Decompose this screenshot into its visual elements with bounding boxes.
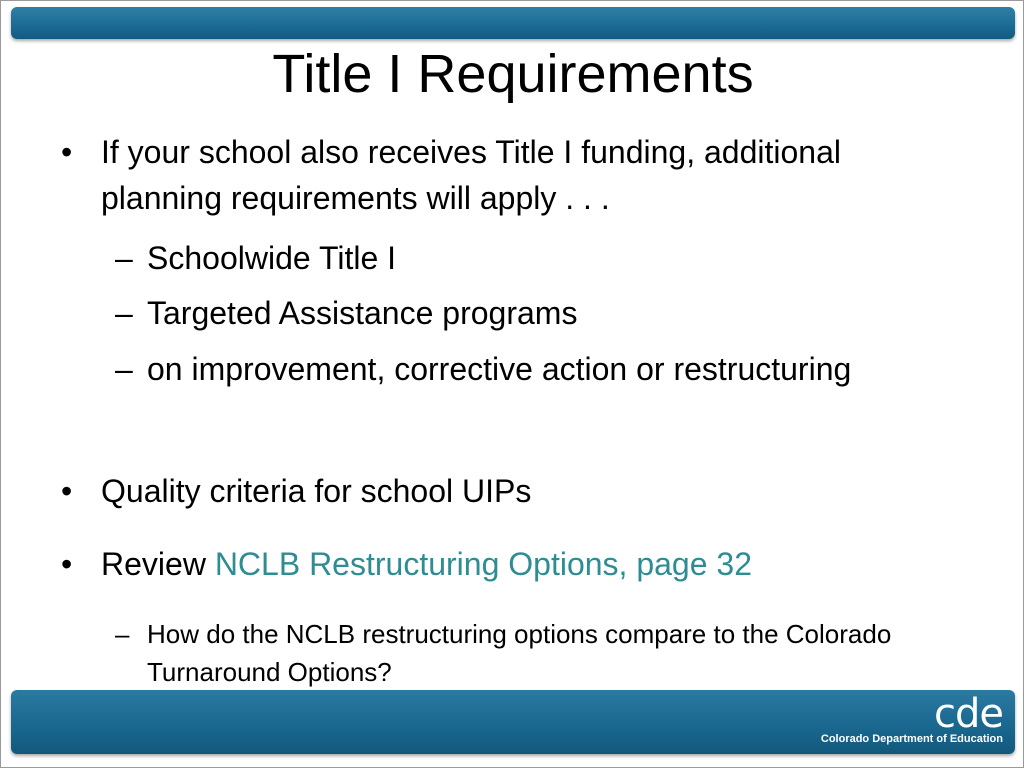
sub-bullet-text: Targeted Assistance programs	[147, 295, 578, 331]
bullet-marker: •	[61, 546, 73, 582]
bullet-text: Quality criteria for school UIPs	[101, 473, 532, 509]
bullet-marker: •	[61, 134, 73, 170]
cde-logo-caption: Colorado Department of Education	[820, 733, 1003, 745]
sub-bullet-text: Schoolwide Title I	[147, 240, 397, 276]
sub-bullet-nclb-compare	[115, 615, 935, 691]
cde-logo	[791, 693, 1011, 751]
dash-marker: –	[115, 240, 133, 276]
bullet-quality-criteria	[61, 468, 961, 514]
bullet-text	[101, 541, 961, 587]
bullet-marker: •	[61, 473, 73, 509]
sub-bullet-improvement	[115, 346, 935, 392]
sub-bullet-schoolwide	[115, 235, 935, 281]
sub-bullet-text: on improvement, corrective action or restructuring	[147, 351, 852, 387]
slide-title: Title I Requirements	[272, 44, 754, 104]
review-prefix: Review	[101, 546, 215, 582]
bullet-review-nclb	[61, 541, 961, 587]
bullet-title-i-funding	[61, 129, 961, 221]
slide-content	[1, 1, 1024, 691]
dash-marker: –	[115, 295, 133, 331]
sub-bullet-targeted-assistance	[115, 290, 935, 336]
dash-marker: –	[115, 619, 130, 649]
nclb-restructuring-link[interactable]: NCLB Restructuring Options, page 32	[214, 546, 752, 582]
cde-logo-mark: cde	[934, 691, 1003, 737]
bullet-text: If your school also receives Title I funding, additional planning requirements will apply . . .	[101, 134, 841, 216]
dash-marker: –	[115, 351, 133, 387]
sub-bullet-text: How do the NCLB restructuring options compare to the Colorado Turnaround Options?	[147, 619, 892, 687]
